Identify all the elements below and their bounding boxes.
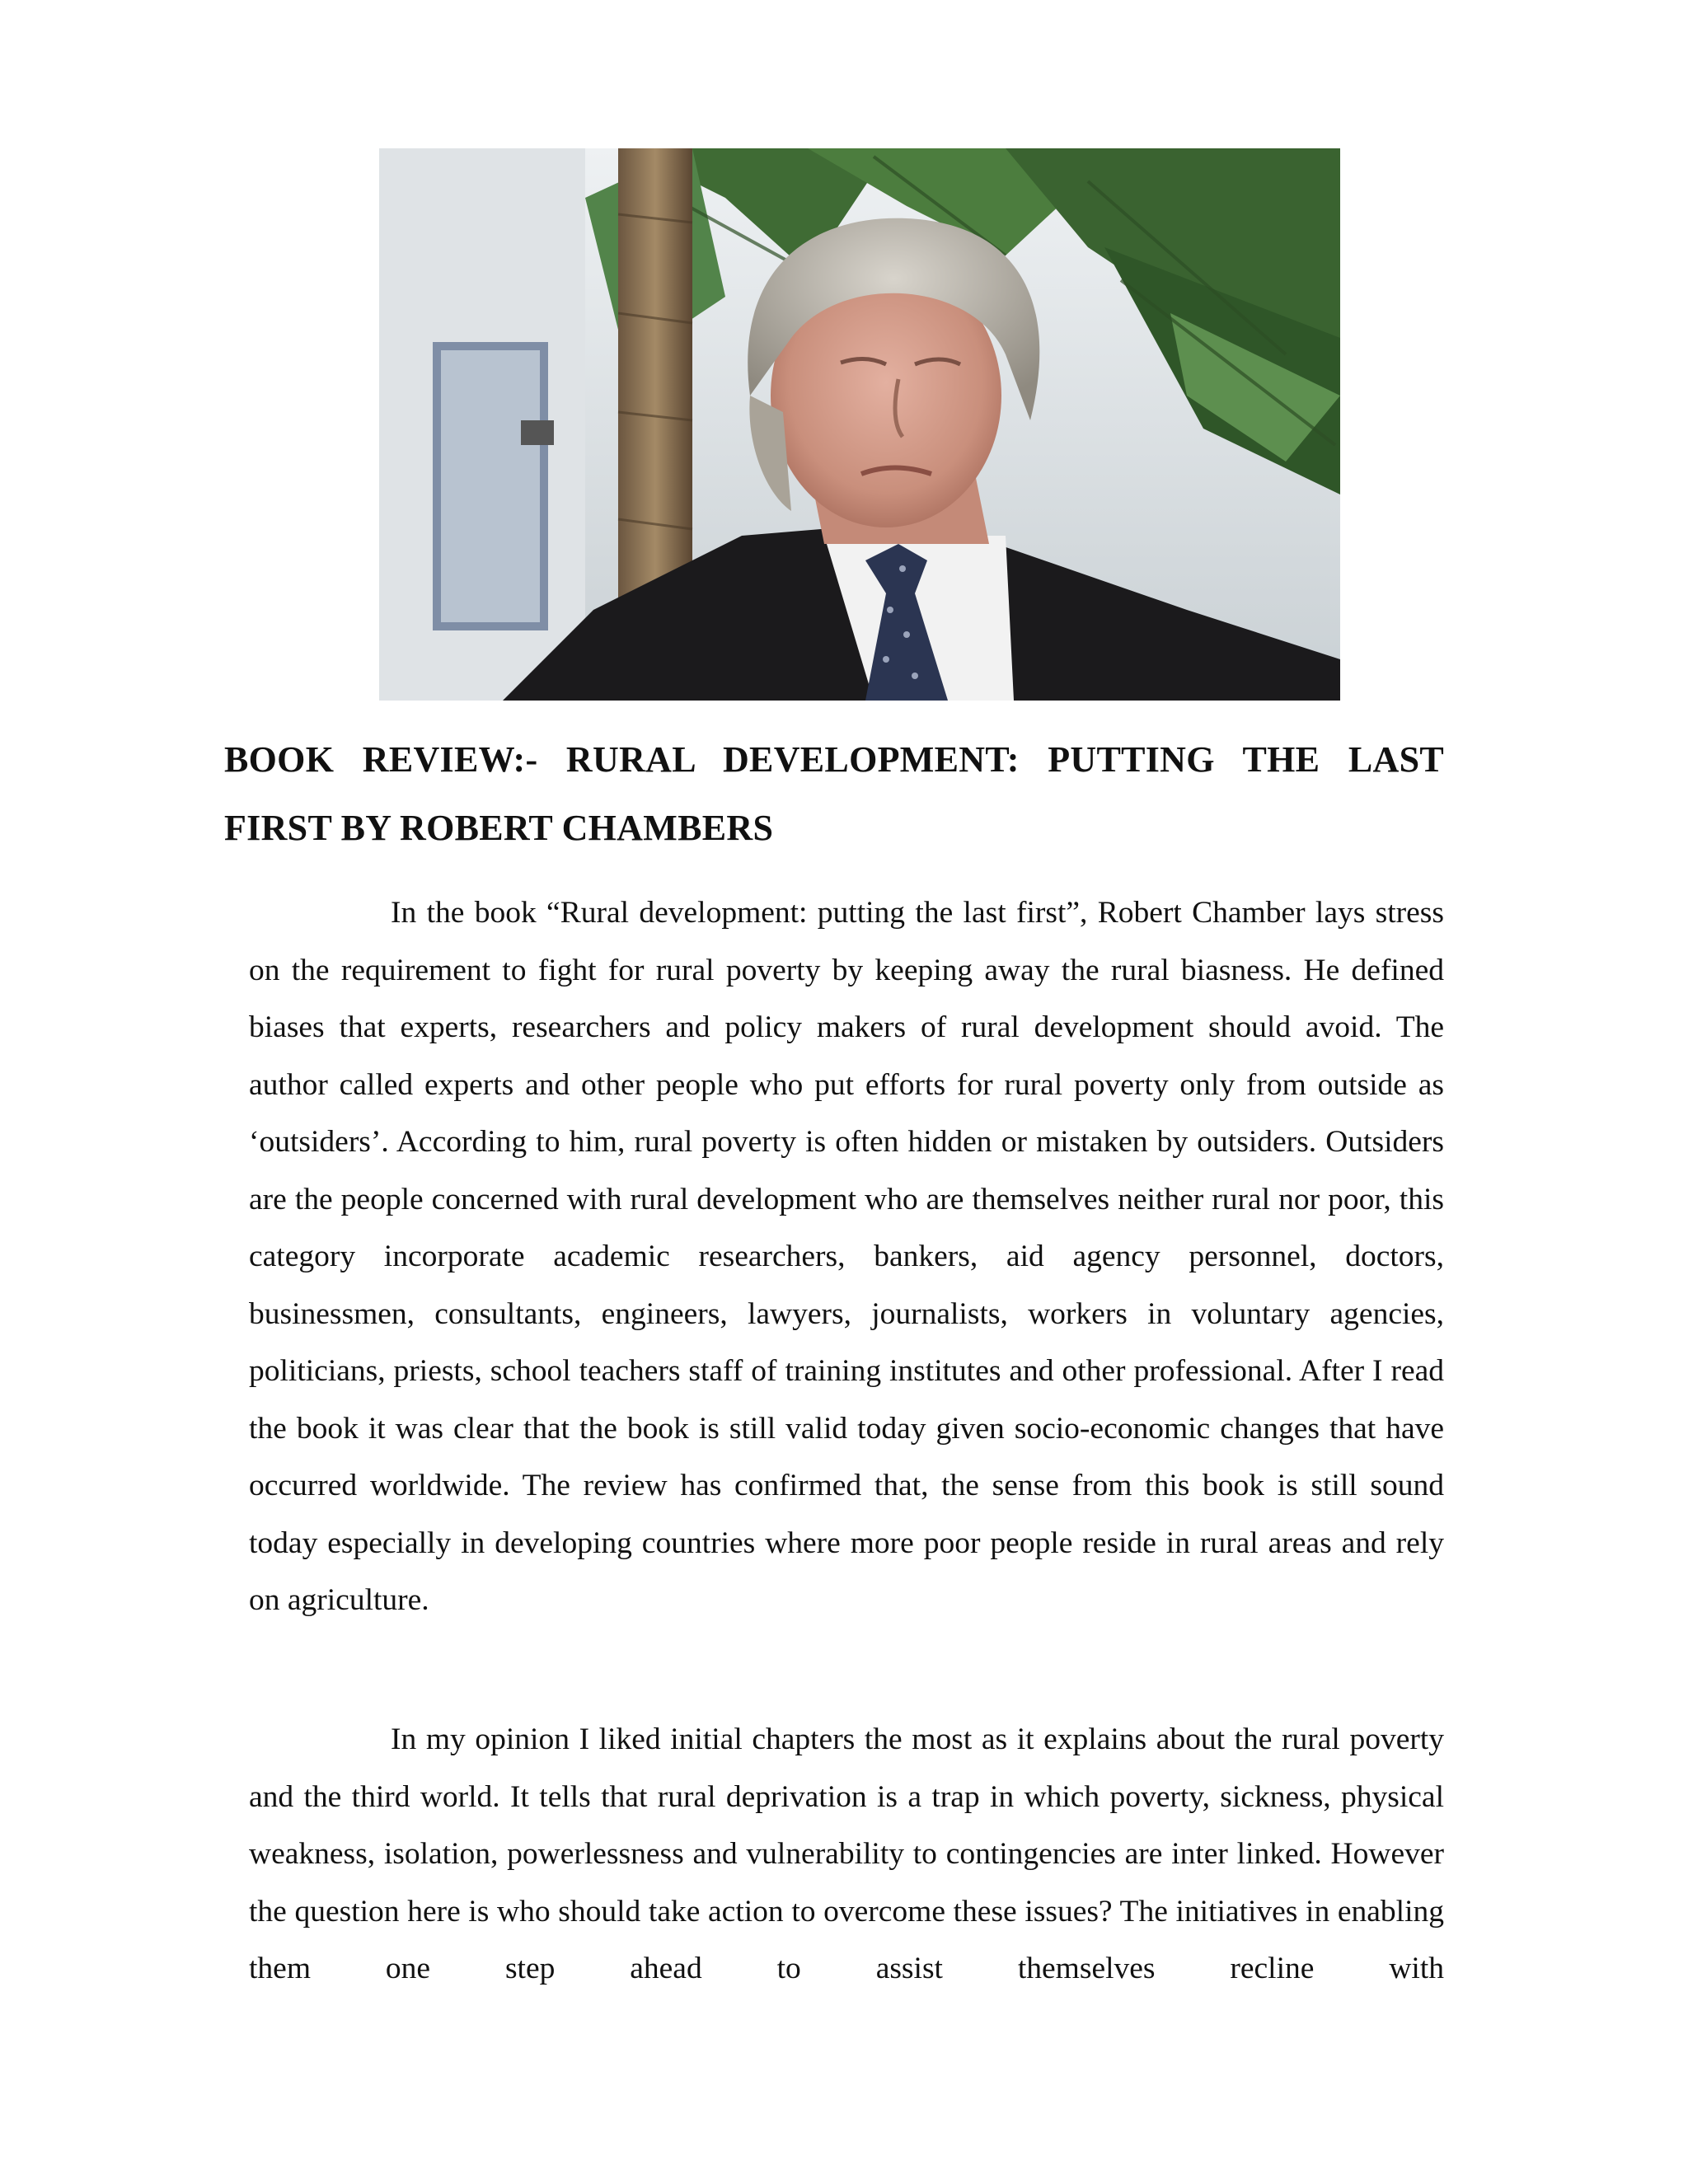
page-title: BOOK REVIEW:- RURAL DEVELOPMENT: PUTTING THE LAST FIRST BY ROBERT CHAMBERS <box>224 739 1444 848</box>
body-paragraph-1: In the book “Rural development: putting the last first”, Robert Chamber lays stress on the requirement to fight for rural poverty by keeping away the rural biasness. He defined biases that experts, researchers and policy makers of rural development should avoid. The author called experts and other people who put efforts for rural poverty only from outside as ‘outsiders’. According to him, rural poverty is often hidden or mistaken by outsiders. Outsiders are the people concerned with rural development who are themselves neither rural nor poor, this category incorporate academic researchers, bankers, aid agency personnel, doctors, businessmen, consultants, engineers, lawyers, journalists, workers in voluntary agencies, politicians, priests, school teachers staff of training institutes and other professional. After I read the book it was clear that the book is still valid today given socio-economic changes that have occurred worldwide. The review has confirmed that, the sense from this book is still sound today especially in developing countries where more poor people reside in rural areas and rely on agriculture. <box>249 896 1444 1617</box>
body-paragraph-2: In my opinion I liked initial chapters the most as it explains about the rural poverty and the third world. It tells that rural deprivation is a trap in which poverty, sickness, physical weakness, isolation, powerlessness and vulnerability to contingencies are inter linked. However the question here is who should take action to overcome these issues? The initiatives in enabling them one step ahead to assist themselves recline with <box>249 1722 1444 1985</box>
author-portrait-photo <box>379 148 1340 701</box>
